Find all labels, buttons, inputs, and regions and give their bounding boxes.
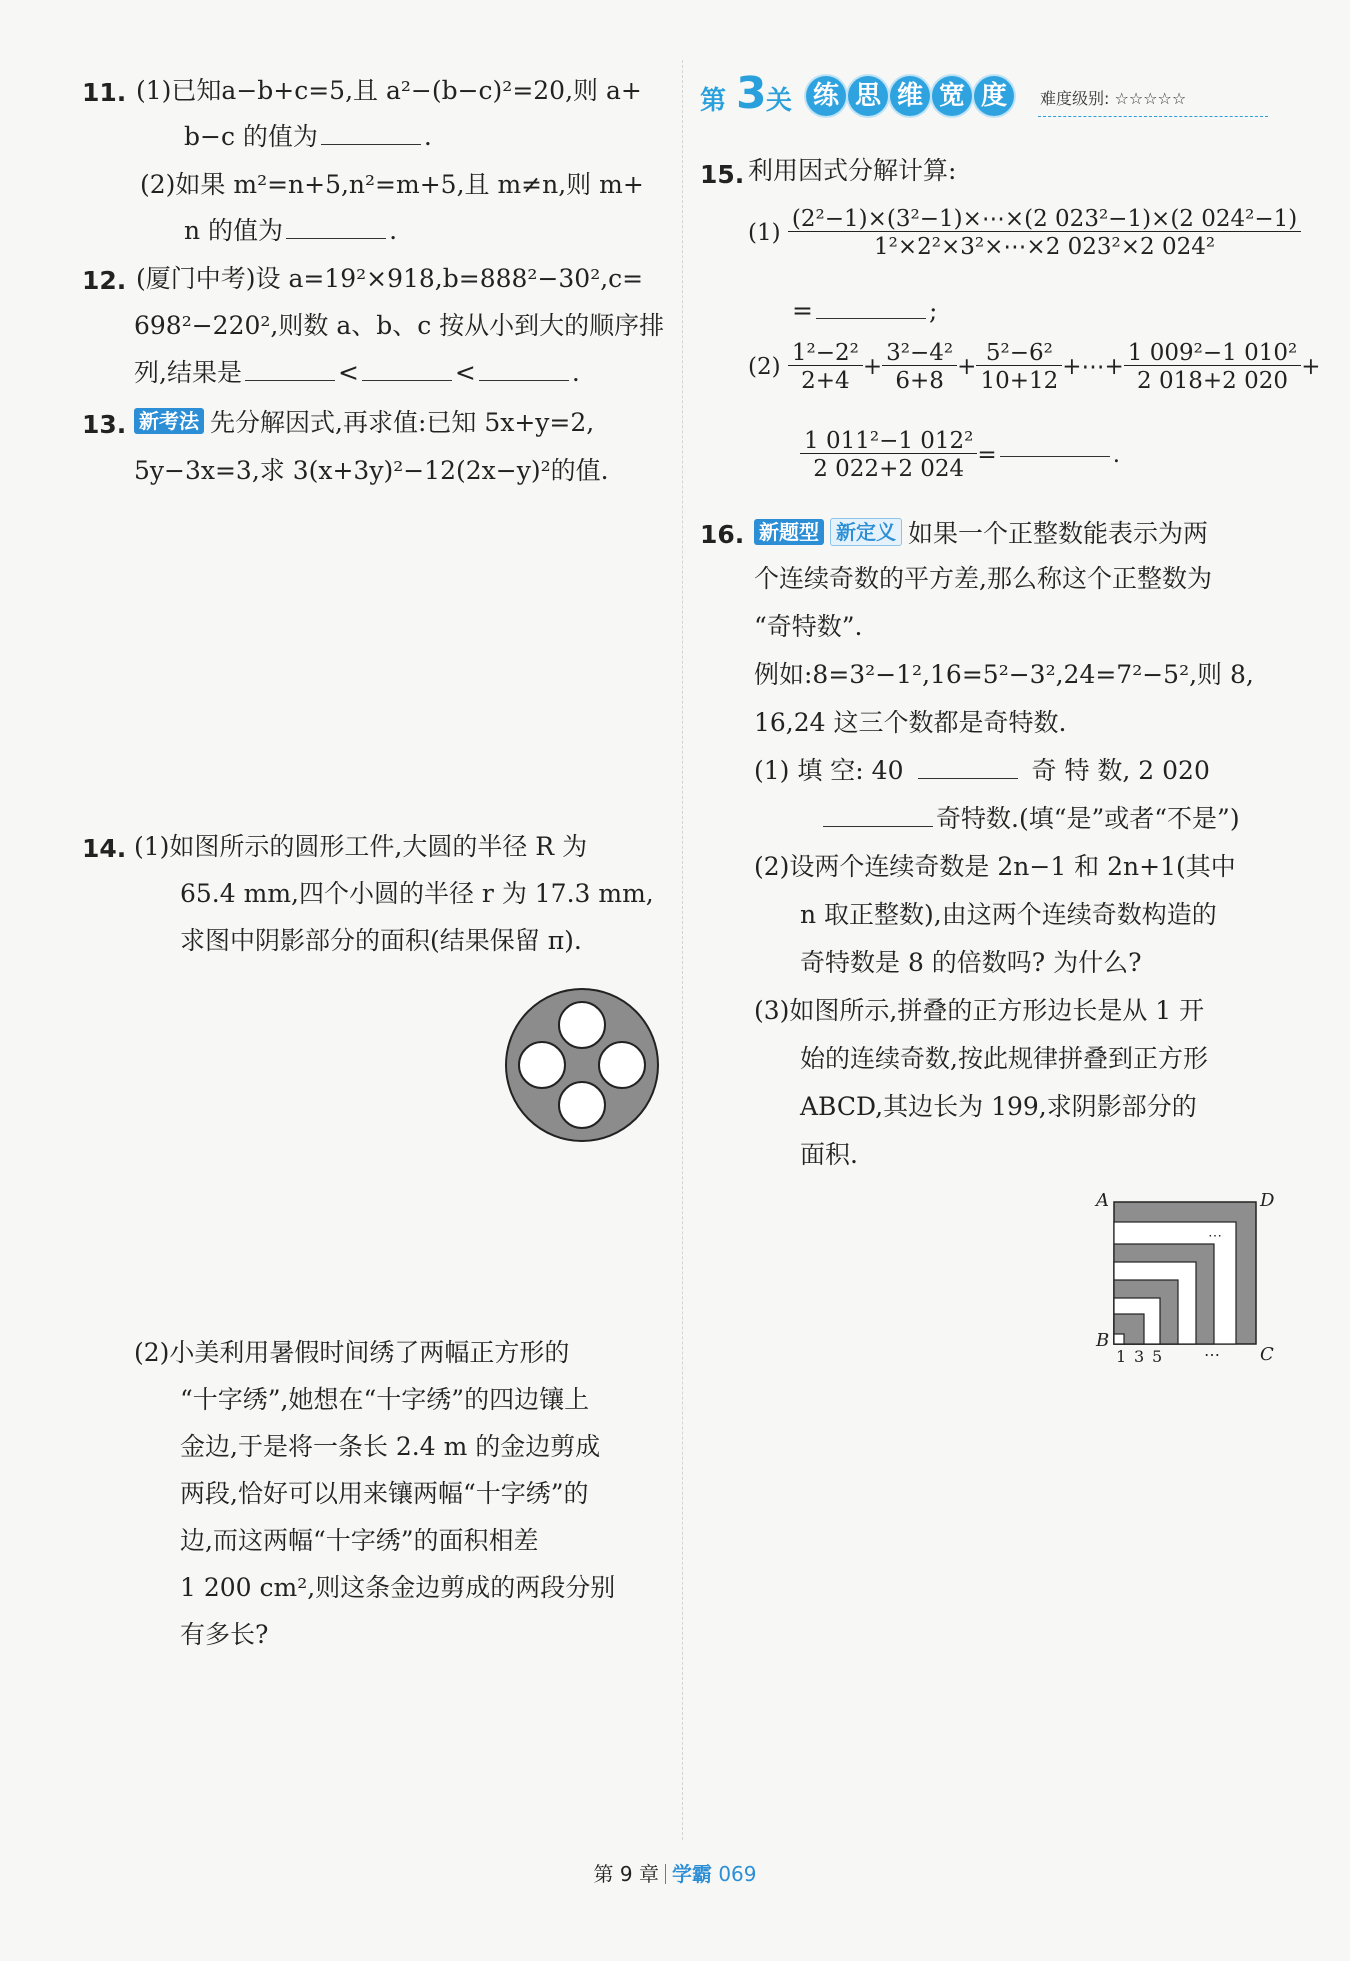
q14-line2: 65.4 mm,四个小圆的半径 r 为 17.3 mm, <box>180 879 654 908</box>
q13-line2: 5y−3x=3,求 3(x+3y)²−12(2x−y)²的值. <box>134 456 609 485</box>
q16-sub1-tail: 奇特数.(填“是”或者“不是”) <box>936 804 1240 833</box>
fraction-numerator: (2²−1)×(3²−1)×⋯×(2 023²−1)×(2 024²−1) <box>788 208 1301 232</box>
period: . <box>1112 442 1120 468</box>
q15-part1-fraction <box>788 208 1301 259</box>
chapter-label: 第 9 章 <box>593 1862 659 1886</box>
brand-name: 学霸 <box>671 1862 712 1886</box>
banner-char: 度 <box>974 76 1014 116</box>
banner-guan: 关 <box>766 86 793 116</box>
answer-blank[interactable] <box>321 143 421 145</box>
diagonal-dots: ⋯ <box>1208 1228 1222 1244</box>
answer-blank[interactable] <box>823 825 933 827</box>
q15-part1-answer <box>792 298 937 323</box>
q14-part2-line4: 两段,恰好可以用来镶两幅“十字绣”的 <box>180 1479 589 1508</box>
q16-sub3-line2: 始的连续奇数,按此规律拼叠到正方形 <box>800 1044 1208 1073</box>
q11-part1-expression: a−b+c=5,且 a²−(b−c)²=20,则 a+ <box>221 76 642 105</box>
small-circle-left <box>519 1042 565 1088</box>
q16-line1 <box>754 518 1208 546</box>
q15-title: 利用因式分解计算: <box>748 156 957 185</box>
equals-sign: = <box>792 296 813 325</box>
banner-char: 宽 <box>932 76 972 116</box>
banner-dashed-rule <box>1038 116 1268 117</box>
q15-part1-label: (1) <box>748 220 781 246</box>
page-number: 069 <box>718 1862 757 1886</box>
fraction-denominator: 2 022+2 024 <box>813 456 965 482</box>
fraction-denominator: 10+12 <box>980 368 1059 394</box>
column-divider <box>682 60 683 1840</box>
fraction <box>788 342 863 393</box>
q14-part2-line6: 1 200 cm²,则这条金边剪成的两段分别 <box>180 1573 616 1602</box>
question-12-number: 12. <box>82 266 127 295</box>
fraction-numerator: 1 011²−1 012² <box>800 430 977 454</box>
q16-line1-text: 如果一个正整数能表示为两 <box>908 519 1209 548</box>
q14-part2-line2: “十字绣”,她想在“十字绣”的四边镶上 <box>180 1385 590 1414</box>
q12-line1: (厦门中考)设 a=19²×918,b=888²−30²,c= <box>136 264 644 293</box>
footer-separator <box>665 1864 666 1884</box>
q15-part2-row2 <box>800 430 1120 481</box>
fraction <box>800 430 977 481</box>
ellipsis-plus: +⋯+ <box>1062 354 1124 380</box>
fraction-numerator: 3²−4² <box>882 342 957 366</box>
answer-blank[interactable] <box>245 379 335 381</box>
answer-blank[interactable] <box>1000 455 1110 457</box>
answer-blank[interactable] <box>286 237 386 239</box>
q11-part2-tail: n 的值为 <box>184 216 284 245</box>
less-than-sign: < <box>337 358 359 387</box>
q16-sub2-line1: (2)设两个连续奇数是 2n−1 和 2n+1(其中 <box>754 852 1236 881</box>
q16-sub1-line1 <box>754 758 1210 783</box>
equals-sign: = <box>977 442 997 468</box>
period: . <box>571 358 580 387</box>
tick-1: 1 <box>1116 1347 1127 1366</box>
q13-line1 <box>134 408 594 435</box>
q14-part2-line3: 金边,于是将一条长 2.4 m 的金边剪成 <box>180 1432 601 1461</box>
q12-line3-text: 列,结果是 <box>134 358 242 387</box>
q11-part1-line2: b−c 的值为 . <box>184 122 432 151</box>
fraction-denominator: 6+8 <box>895 368 944 394</box>
q16-line4: 例如:8=3²−1²,16=5²−3²,24=7²−5²,则 8, <box>754 660 1254 689</box>
q11-part1-line1 <box>136 78 642 103</box>
q11-part1-prefix: (1)已知 <box>136 76 222 105</box>
q16-line2: 个连续奇数的平方差,那么称这个正整数为 <box>754 564 1212 593</box>
q16-line5: 16,24 这三个数都是奇特数. <box>754 708 1067 737</box>
section-banner <box>700 68 1280 126</box>
banner-char: 思 <box>848 76 888 116</box>
banner-level-number: 3 <box>736 68 767 119</box>
fraction <box>882 342 957 393</box>
answer-blank[interactable] <box>362 379 452 381</box>
q16-sub2-line2: n 取正整数),由这两个连续奇数构造的 <box>800 900 1217 929</box>
new-definition-tag: 新定义 <box>830 518 902 546</box>
label-c: C <box>1260 1344 1274 1365</box>
question-11-number: 11. <box>82 78 127 107</box>
q11-part1-tail: b−c 的值为 <box>184 122 318 151</box>
q16-sub1-line2 <box>820 806 1240 831</box>
q16-sub1-prefix: (1) 填 空: 40 <box>754 756 904 785</box>
fraction-denominator: 2+4 <box>801 368 850 394</box>
tick-3: 3 <box>1134 1347 1145 1366</box>
q11-part2-line2: n 的值为 . <box>184 216 398 245</box>
question-13-number: 13. <box>82 410 127 439</box>
new-type-tag: 新题型 <box>754 519 824 545</box>
circular-workpiece-figure <box>502 985 662 1145</box>
q16-sub1-middle: 奇 特 数, 2 020 <box>1031 756 1210 785</box>
q15-part2-row1: (2) $\frac{\text{1²−2²}}{2+4}$ + $\frac{\text{3²−4²}}{6+8}$ + $\frac{\text{5²−6²}}{10+12}$ +⋯+ $\frac{\text{1 009²−1 010²}}{2 018+2 020}$ + <box>748 340 1321 394</box>
q14-part2-line7: 有多长? <box>180 1620 269 1649</box>
stacked-squares-figure <box>1086 1182 1286 1372</box>
fraction-numerator: 1 009²−1 010² <box>1124 342 1301 366</box>
fraction-denominator: 2 018+2 020 <box>1137 368 1288 394</box>
page-footer <box>0 1858 1350 1887</box>
small-circle-right <box>599 1042 645 1088</box>
banner-title <box>806 76 1014 120</box>
banner-char: 维 <box>890 76 930 116</box>
answer-blank[interactable] <box>479 379 569 381</box>
question-15-number: 15. <box>700 160 745 189</box>
question-14-number: 14. <box>82 834 127 863</box>
q16-sub3-line3: ABCD,其边长为 199,求阴影部分的 <box>800 1092 1197 1121</box>
label-b: B <box>1096 1330 1110 1351</box>
q12-line2: 698²−220²,则数 a、b、c 按从小到大的顺序排 <box>134 311 665 340</box>
new-method-tag: 新考法 <box>134 408 204 434</box>
q16-sub2-line3: 奇特数是 8 的倍数吗? 为什么? <box>800 948 1142 977</box>
difficulty-rating: 难度级别: ☆☆☆☆☆ <box>1040 89 1187 108</box>
less-than-sign: < <box>454 358 476 387</box>
tick-ellipsis: ⋯ <box>1204 1345 1220 1364</box>
fraction-numerator: 5²−6² <box>976 342 1062 366</box>
label-a: A <box>1096 1190 1109 1211</box>
question-16-number: 16. <box>700 520 745 549</box>
fraction <box>1124 342 1301 393</box>
q15-part1 <box>748 208 1301 259</box>
tick-5: 5 <box>1152 1347 1163 1366</box>
q14-line3: 求图中阴影部分的面积(结果保留 π). <box>180 926 582 955</box>
answer-blank[interactable] <box>918 777 1018 779</box>
fraction <box>976 342 1062 393</box>
q15-part2-label: (2) <box>748 354 781 380</box>
q14-line1: (1)如图所示的圆形工件,大圆的半径 R 为 <box>134 832 588 861</box>
fraction-numerator: 1²−2² <box>788 342 863 366</box>
q13-line1-text: 先分解因式,再求值:已知 5x+y=2, <box>210 408 595 437</box>
label-d: D <box>1260 1190 1275 1211</box>
small-circle-bottom <box>559 1082 605 1128</box>
q12-line3 <box>134 360 580 385</box>
small-circle-top <box>559 1002 605 1048</box>
banner-di: 第 <box>700 86 727 116</box>
q16-line3: “奇特数”. <box>754 612 863 641</box>
answer-blank[interactable] <box>816 317 926 319</box>
q14-part2-line5: 边,而这两幅“十字绣”的面积相差 <box>180 1526 539 1555</box>
q16-sub3-line4: 面积. <box>800 1140 858 1169</box>
banner-char: 练 <box>806 76 846 116</box>
square-size-1 <box>1114 1334 1124 1344</box>
semicolon: ; <box>928 296 938 325</box>
q11-part2-line1: (2)如果 m²=n+5,n²=m+5,且 m≠n,则 m+ <box>140 170 644 199</box>
q16-sub3-line1: (3)如图所示,拼叠的正方形边长是从 1 开 <box>754 996 1205 1025</box>
fraction-denominator: 1²×2²×3²×⋯×2 023²×2 024² <box>874 234 1216 260</box>
q14-part2-line1: (2)小美利用暑假时间绣了两幅正方形的 <box>134 1338 570 1367</box>
